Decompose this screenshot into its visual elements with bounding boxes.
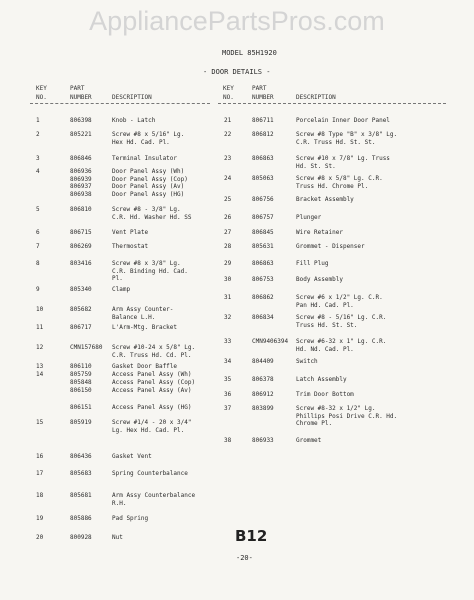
part-description: R.H.: [112, 499, 127, 507]
part-number: 805681: [70, 492, 92, 499]
part-number: 805886: [70, 515, 92, 522]
key-number: 8: [36, 260, 40, 267]
key-number: 33: [224, 338, 232, 345]
key-number: 38: [224, 437, 232, 444]
key-number: 16: [36, 453, 44, 460]
part-description: Screw #8 - 3/8" Lg.: [112, 206, 181, 213]
part-description: Trim Door Bottom: [296, 391, 354, 398]
part-number: 805063: [252, 175, 274, 182]
right-key-header: KEY NO.: [223, 85, 234, 101]
part-description: Arm Assy Counterbalance: [112, 492, 196, 499]
part-number: 806398: [70, 117, 92, 124]
part-number: 805221: [70, 131, 92, 138]
part-number: 806756: [252, 196, 274, 203]
part-description: Plunger: [296, 214, 322, 221]
part-number: 806846: [70, 155, 92, 162]
key-number: 12: [36, 344, 44, 351]
part-number: 806378: [252, 376, 274, 383]
part-description: Chrome Pl.: [296, 420, 333, 427]
right-header-rule: [218, 103, 446, 104]
watermark: AppliancePartsPros.com: [89, 6, 385, 36]
part-description: Door Panel Assy (HG): [112, 190, 185, 198]
part-description: Fill Plug: [296, 260, 329, 267]
part-description: Nut: [112, 534, 123, 541]
key-number: 7: [36, 243, 40, 250]
part-description: Access Panel Assy (Av): [112, 387, 192, 394]
part-description: C.R. Truss Hd. St. St.: [296, 138, 376, 146]
part-description: Screw #8 x 5/16" Lg.: [112, 131, 185, 138]
part-number: 806717: [70, 324, 92, 331]
key-number: 35: [224, 376, 232, 383]
model-number: MODEL 85H1920: [222, 49, 277, 57]
part-number: 800928: [70, 534, 92, 541]
part-description: Gasket Vent: [112, 453, 152, 460]
part-description: Gasket Door Baffle: [112, 363, 178, 370]
section-title: - DOOR DETAILS -: [203, 68, 271, 76]
part-description: Porcelain Inner Door Panel: [296, 117, 390, 124]
part-description: Bracket Assembly: [296, 196, 354, 203]
key-number: 19: [36, 515, 44, 522]
part-description: C.R. Hd. Washer Hd. SS: [112, 213, 192, 221]
part-number: 806863: [252, 260, 274, 267]
part-description: Screw #6 x 1/2" Lg. C.R.: [296, 294, 383, 301]
part-number: 806834: [252, 314, 274, 321]
part-description: Access Panel Assy (Wh): [112, 371, 192, 378]
key-number: 14: [36, 371, 44, 378]
part-description: Hex Hd. Cad. Pl.: [112, 138, 170, 146]
part-description: Door Panel Assy (Wh): [112, 168, 185, 175]
part-number: 806936: [70, 168, 92, 175]
part-description: Screw #8 x 5/8" Lg. C.R.: [296, 175, 383, 182]
part-description: Grommet: [296, 437, 322, 444]
part-number: 806845: [252, 229, 274, 236]
key-number: 15: [36, 419, 44, 426]
key-number: 11: [36, 324, 44, 331]
part-description: Arm Assy Counter-: [112, 306, 174, 313]
key-number: 34: [224, 358, 232, 365]
left-header-rule: [30, 103, 210, 104]
part-number: 806912: [252, 391, 274, 398]
key-number: 1: [36, 117, 40, 124]
part-number: 806715: [70, 229, 92, 236]
part-number: 805683: [70, 470, 92, 477]
part-number: 805759: [70, 371, 92, 378]
part-description: Door Panel Assy (Cop): [112, 175, 188, 183]
key-number: 10: [36, 306, 44, 313]
key-number: 24: [224, 175, 232, 182]
part-number: 804409: [252, 358, 274, 365]
part-number: 805848: [70, 379, 92, 386]
part-description: Screw #6-32 x 1" Lg. C.R.: [296, 338, 387, 345]
part-description: Balance L.H.: [112, 313, 156, 321]
part-description: Terminal Insulator: [112, 155, 178, 162]
part-description: Body Assembly: [296, 276, 343, 283]
part-number: 805682: [70, 306, 92, 313]
part-description: Lg. Hex Hd. Cad. Pl.: [112, 426, 185, 434]
part-number: 806269: [70, 243, 92, 250]
part-number: 806151: [70, 404, 92, 411]
part-number: 805340: [70, 286, 92, 293]
key-number: 31: [224, 294, 232, 301]
part-description: Hd. St. St.: [296, 162, 336, 170]
part-number: 805919: [70, 419, 92, 426]
part-description: Access Panel Assy (HG): [112, 404, 192, 411]
part-number: 806937: [70, 183, 92, 190]
part-description: Screw #8 Type "B" x 3/8" Lg.: [296, 131, 398, 138]
key-number: 37: [224, 405, 232, 412]
part-number: 805631: [252, 243, 274, 250]
key-number: 36: [224, 391, 232, 398]
key-number: 6: [36, 229, 40, 236]
part-number: 806150: [70, 387, 92, 394]
part-description: Access Panel Assy (Cop): [112, 379, 196, 386]
part-description: Pan Hd. Cad. Pl.: [296, 301, 354, 309]
part-description: C.R. Binding Hd. Cad.: [112, 267, 188, 275]
part-number: 806757: [252, 214, 274, 221]
part-description: Pl.: [112, 275, 123, 282]
part-description: Truss Hd. Chrome Pl.: [296, 182, 369, 190]
part-description: Spring Counterbalance: [112, 470, 188, 477]
part-number: 806933: [252, 437, 274, 444]
part-number: 803416: [70, 260, 92, 267]
key-number: 32: [224, 314, 232, 321]
part-description: Thermostat: [112, 243, 149, 250]
key-number: 3: [36, 155, 40, 162]
part-description: Hd. Nd. Cad. Pl.: [296, 345, 354, 353]
key-number: 18: [36, 492, 44, 499]
right-part-number-header: PART NUMBER: [252, 85, 274, 101]
page-number: -20-: [236, 554, 253, 562]
part-description: Grommet - Dispenser: [296, 243, 365, 250]
part-description: Screw #8 x 3/8" Lg.: [112, 260, 181, 267]
part-description: Screw #1/4 - 20 x 3/4": [112, 419, 192, 426]
part-description: Vent Plate: [112, 229, 149, 236]
part-description: Screw #8-32 x 1/2" Lg.: [296, 405, 376, 412]
left-description-header: DESCRIPTION: [112, 94, 152, 101]
part-number: 806863: [252, 155, 274, 162]
part-description: Truss Hd. St. St.: [296, 321, 358, 329]
part-description: C.R. Truss Hd. Cd. Pl.: [112, 351, 192, 359]
key-number: 25: [224, 196, 232, 203]
part-description: Knob - Latch: [112, 117, 156, 124]
part-number: 806711: [252, 117, 274, 124]
left-key-header: KEY NO.: [36, 85, 47, 101]
key-number: 26: [224, 214, 232, 221]
key-number: 5: [36, 206, 40, 213]
part-number: CMN9406394: [252, 338, 289, 345]
part-description: Pad Spring: [112, 515, 149, 522]
part-number: 806810: [70, 206, 92, 213]
part-description: Clamp: [112, 286, 131, 293]
part-description: L'Arm-Mtg. Bracket: [112, 324, 178, 331]
key-number: 30: [224, 276, 232, 283]
key-number: 28: [224, 243, 232, 250]
part-description: Phillips Posi Drive C.R. Hd.: [296, 412, 398, 420]
part-description: Screw #10-24 x 5/8" Lg.: [112, 344, 196, 351]
part-number: 806862: [252, 294, 274, 301]
key-number: 22: [224, 131, 232, 138]
right-description-header: DESCRIPTION: [296, 94, 336, 101]
part-number: 806436: [70, 453, 92, 460]
part-number: 806938: [70, 190, 92, 198]
key-number: 17: [36, 470, 44, 477]
part-number: 806753: [252, 276, 274, 283]
part-description: Wire Retainer: [296, 229, 343, 236]
part-description: Door Panel Assy (Av): [112, 183, 185, 190]
key-number: 4: [36, 168, 40, 175]
part-number: 806110: [70, 363, 92, 370]
key-number: 27: [224, 229, 232, 236]
key-number: 13: [36, 363, 44, 370]
page-code: B12: [235, 527, 268, 545]
part-description: Switch: [296, 358, 318, 365]
left-part-number-header: PART NUMBER: [70, 85, 92, 101]
key-number: 21: [224, 117, 232, 124]
key-number: 23: [224, 155, 232, 162]
part-number: 806939: [70, 175, 92, 183]
part-description: Screw #8 - 5/16" Lg. C.R.: [296, 314, 387, 321]
part-number: 806812: [252, 131, 274, 138]
part-number: CMN157680: [70, 344, 103, 351]
part-description: Latch Assembly: [296, 376, 347, 383]
key-number: 2: [36, 131, 40, 138]
part-number: 803899: [252, 405, 274, 412]
key-number: 20: [36, 534, 44, 541]
part-description: Screw #10 x 7/8" Lg. Truss: [296, 155, 390, 162]
key-number: 29: [224, 260, 232, 267]
key-number: 9: [36, 286, 40, 293]
